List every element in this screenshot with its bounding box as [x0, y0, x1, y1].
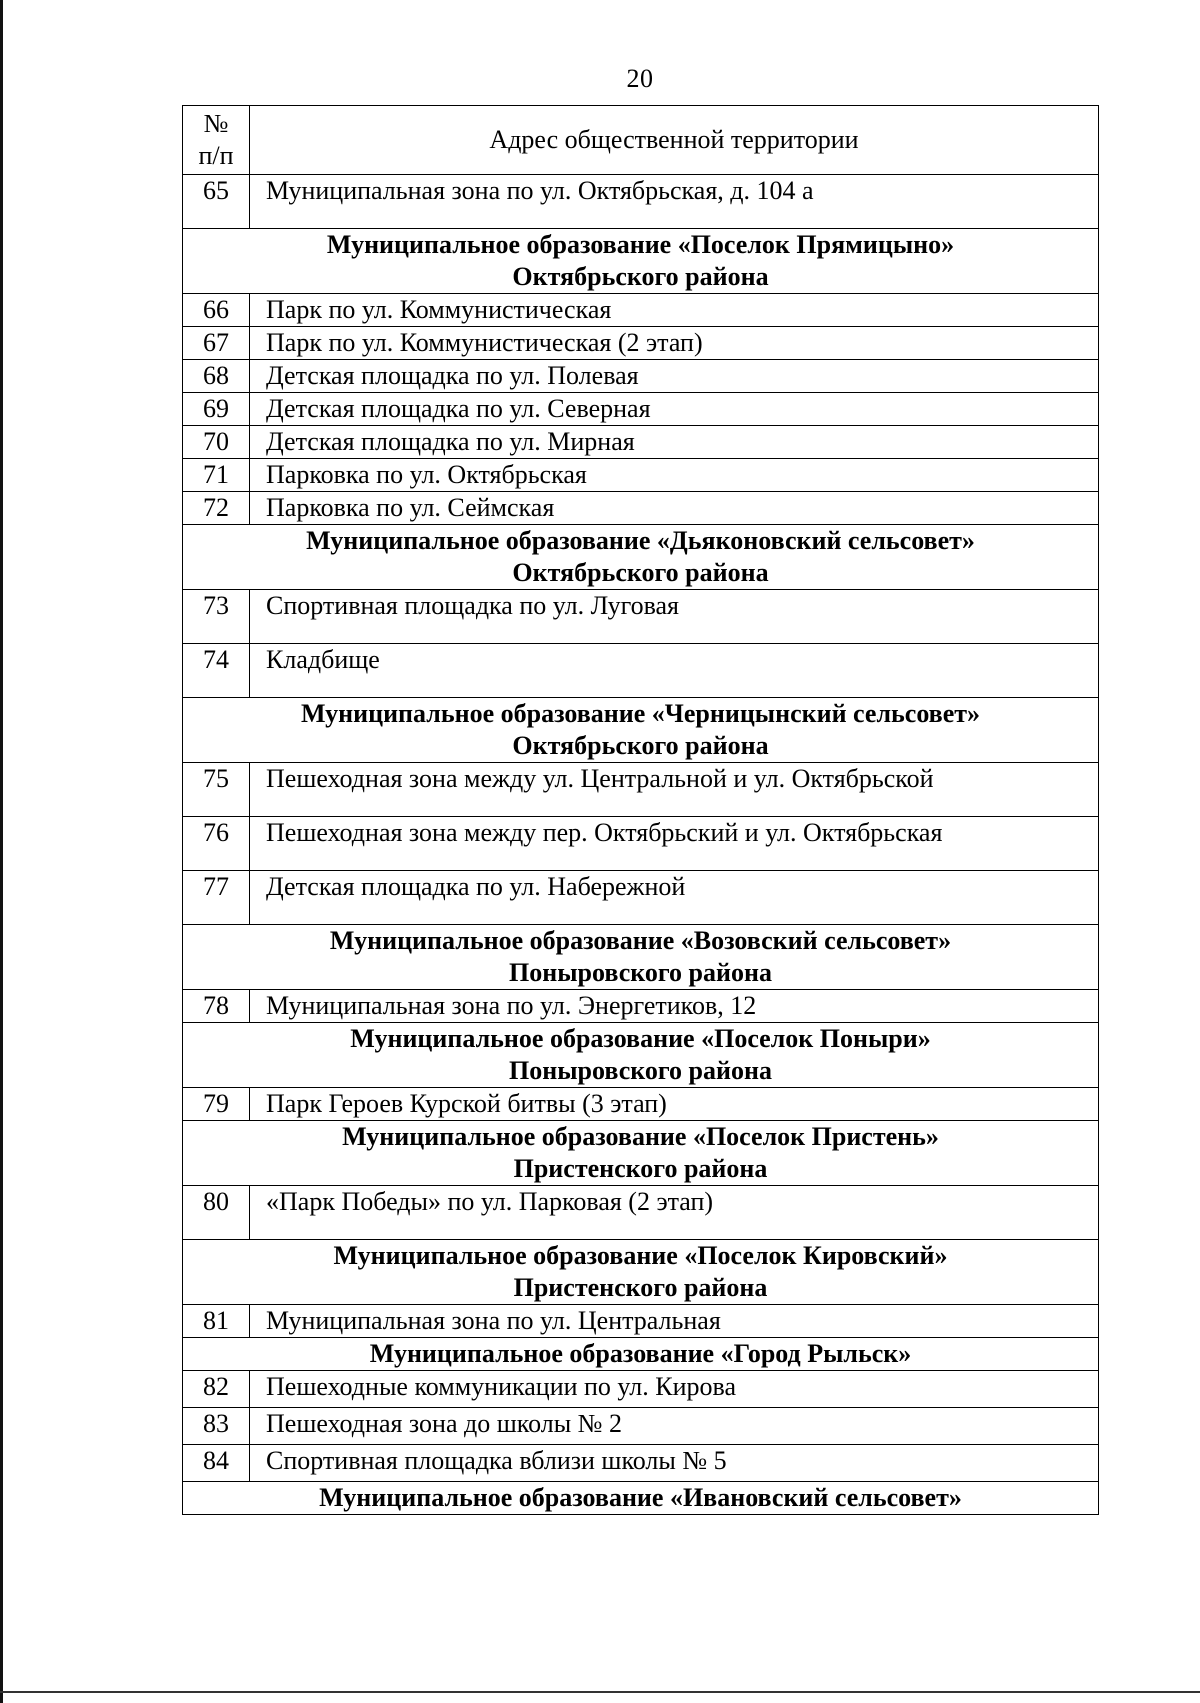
table-row	[183, 590, 1099, 644]
section-title	[183, 925, 1099, 990]
header-number	[183, 106, 250, 175]
row-number: 82	[183, 1371, 250, 1408]
row-address: Парк по ул. Коммунистическая (2 этап)	[250, 327, 1099, 360]
section-title	[183, 1240, 1099, 1305]
row-number: 81	[183, 1305, 250, 1338]
table-row	[183, 1371, 1099, 1408]
table-row	[183, 492, 1099, 525]
section-title-line1: Муниципальное образование «Черницынский сельсовет»	[300, 699, 981, 728]
row-address: Парковка по ул. Октябрьская	[250, 459, 1099, 492]
row-number: 71	[183, 459, 250, 492]
row-number: 65	[183, 175, 250, 229]
row-address: Муниципальная зона по ул. Октябрьская, д. 104 а	[250, 175, 1099, 229]
table-body	[183, 175, 1099, 1515]
table-row	[183, 817, 1099, 871]
section-title-line2: Поныровского района	[509, 1056, 772, 1085]
table-row	[183, 644, 1099, 698]
row-address: Спортивная площадка по ул. Луговая	[250, 590, 1099, 644]
row-address: Пешеходная зона между ул. Центральной и ул. Октябрьской	[250, 763, 1099, 817]
table-row	[183, 763, 1099, 817]
section-title	[183, 229, 1099, 294]
row-number: 72	[183, 492, 250, 525]
row-address: Парк Героев Курской битвы (3 этап)	[250, 1088, 1099, 1121]
row-number: 68	[183, 360, 250, 393]
section-title-line1: Муниципальное образование «Поселок Кировский»	[333, 1241, 948, 1270]
table-row	[183, 175, 1099, 229]
row-address: Детская площадка по ул. Мирная	[250, 426, 1099, 459]
table-row	[183, 393, 1099, 426]
table-row	[183, 360, 1099, 393]
row-number: 84	[183, 1445, 250, 1482]
table-row	[183, 426, 1099, 459]
table-row	[183, 294, 1099, 327]
row-number: 78	[183, 990, 250, 1023]
row-number: 67	[183, 327, 250, 360]
row-number: 83	[183, 1408, 250, 1445]
row-number: 70	[183, 426, 250, 459]
header-address: Адрес общественной территории	[250, 106, 1099, 175]
section-row	[183, 1240, 1099, 1305]
section-row	[183, 698, 1099, 763]
section-title	[183, 525, 1099, 590]
table-row	[183, 1445, 1099, 1482]
section-title-line1: Муниципальное образование «Ивановский сельсовет»	[319, 1483, 962, 1512]
row-address: Спортивная площадка вблизи школы № 5	[250, 1445, 1099, 1482]
section-title-line2: Поныровского района	[509, 958, 772, 987]
section-title	[183, 698, 1099, 763]
row-number: 76	[183, 817, 250, 871]
section-title-line2: Пристенского района	[513, 1273, 768, 1302]
row-address: Кладбище	[250, 644, 1099, 698]
row-address: Детская площадка по ул. Полевая	[250, 360, 1099, 393]
scan-edge-bottom	[0, 1691, 1200, 1693]
row-address: Детская площадка по ул. Набережной	[250, 871, 1099, 925]
territories-table	[182, 105, 1099, 1515]
section-title-line2: Октябрьского района	[512, 731, 769, 760]
page-number: 20	[626, 64, 654, 93]
table-row	[183, 1305, 1099, 1338]
section-row	[183, 229, 1099, 294]
header-number-line2: п/п	[198, 141, 234, 170]
section-row	[183, 1482, 1099, 1515]
section-title-line1: Муниципальное образование «Возовский сельсовет»	[329, 926, 952, 955]
table-row	[183, 990, 1099, 1023]
table-row	[183, 459, 1099, 492]
row-number: 75	[183, 763, 250, 817]
section-title-line2: Октябрьского района	[512, 558, 769, 587]
scan-edge-left	[0, 0, 3, 1703]
row-number: 80	[183, 1186, 250, 1240]
row-address: Парковка по ул. Сеймская	[250, 492, 1099, 525]
section-title	[183, 1023, 1099, 1088]
section-title-line2: Октябрьского района	[512, 262, 769, 291]
table-row	[183, 871, 1099, 925]
section-title-line2: Пристенского района	[513, 1154, 768, 1183]
row-address: Парк по ул. Коммунистическая	[250, 294, 1099, 327]
section-row	[183, 525, 1099, 590]
row-address: Детская площадка по ул. Северная	[250, 393, 1099, 426]
section-title	[183, 1338, 1099, 1371]
row-address: «Парк Победы» по ул. Парковая (2 этап)	[250, 1186, 1099, 1240]
section-row	[183, 1121, 1099, 1186]
row-address: Пешеходная зона до школы № 2	[250, 1408, 1099, 1445]
row-number: 66	[183, 294, 250, 327]
section-row	[183, 1023, 1099, 1088]
section-title-line1: Муниципальное образование «Поселок Прямицыно»	[326, 230, 955, 259]
table-row	[183, 327, 1099, 360]
section-title-line1: Муниципальное образование «Поселок Поныри»	[350, 1024, 931, 1053]
row-address: Пешеходные коммуникации по ул. Кирова	[250, 1371, 1099, 1408]
row-number: 74	[183, 644, 250, 698]
section-title	[183, 1121, 1099, 1186]
section-title	[183, 1482, 1099, 1515]
row-number: 73	[183, 590, 250, 644]
table-row	[183, 1408, 1099, 1445]
section-row	[183, 1338, 1099, 1371]
row-number: 77	[183, 871, 250, 925]
row-number: 79	[183, 1088, 250, 1121]
table-header-row	[183, 106, 1099, 175]
row-number: 69	[183, 393, 250, 426]
row-address: Пешеходная зона между пер. Октябрьский и ул. Октябрьская	[250, 817, 1099, 871]
row-address: Муниципальная зона по ул. Энергетиков, 12	[250, 990, 1099, 1023]
section-row	[183, 925, 1099, 990]
row-address: Муниципальная зона по ул. Центральная	[250, 1305, 1099, 1338]
header-number-line1: №	[203, 109, 229, 138]
section-title-line1: Муниципальное образование «Дьяконовский сельсовет»	[306, 526, 975, 555]
table-row	[183, 1088, 1099, 1121]
section-title-line1: Муниципальное образование «Город Рыльск»	[369, 1339, 912, 1368]
section-title-line1: Муниципальное образование «Поселок Пристень»	[342, 1122, 939, 1151]
table-row	[183, 1186, 1099, 1240]
